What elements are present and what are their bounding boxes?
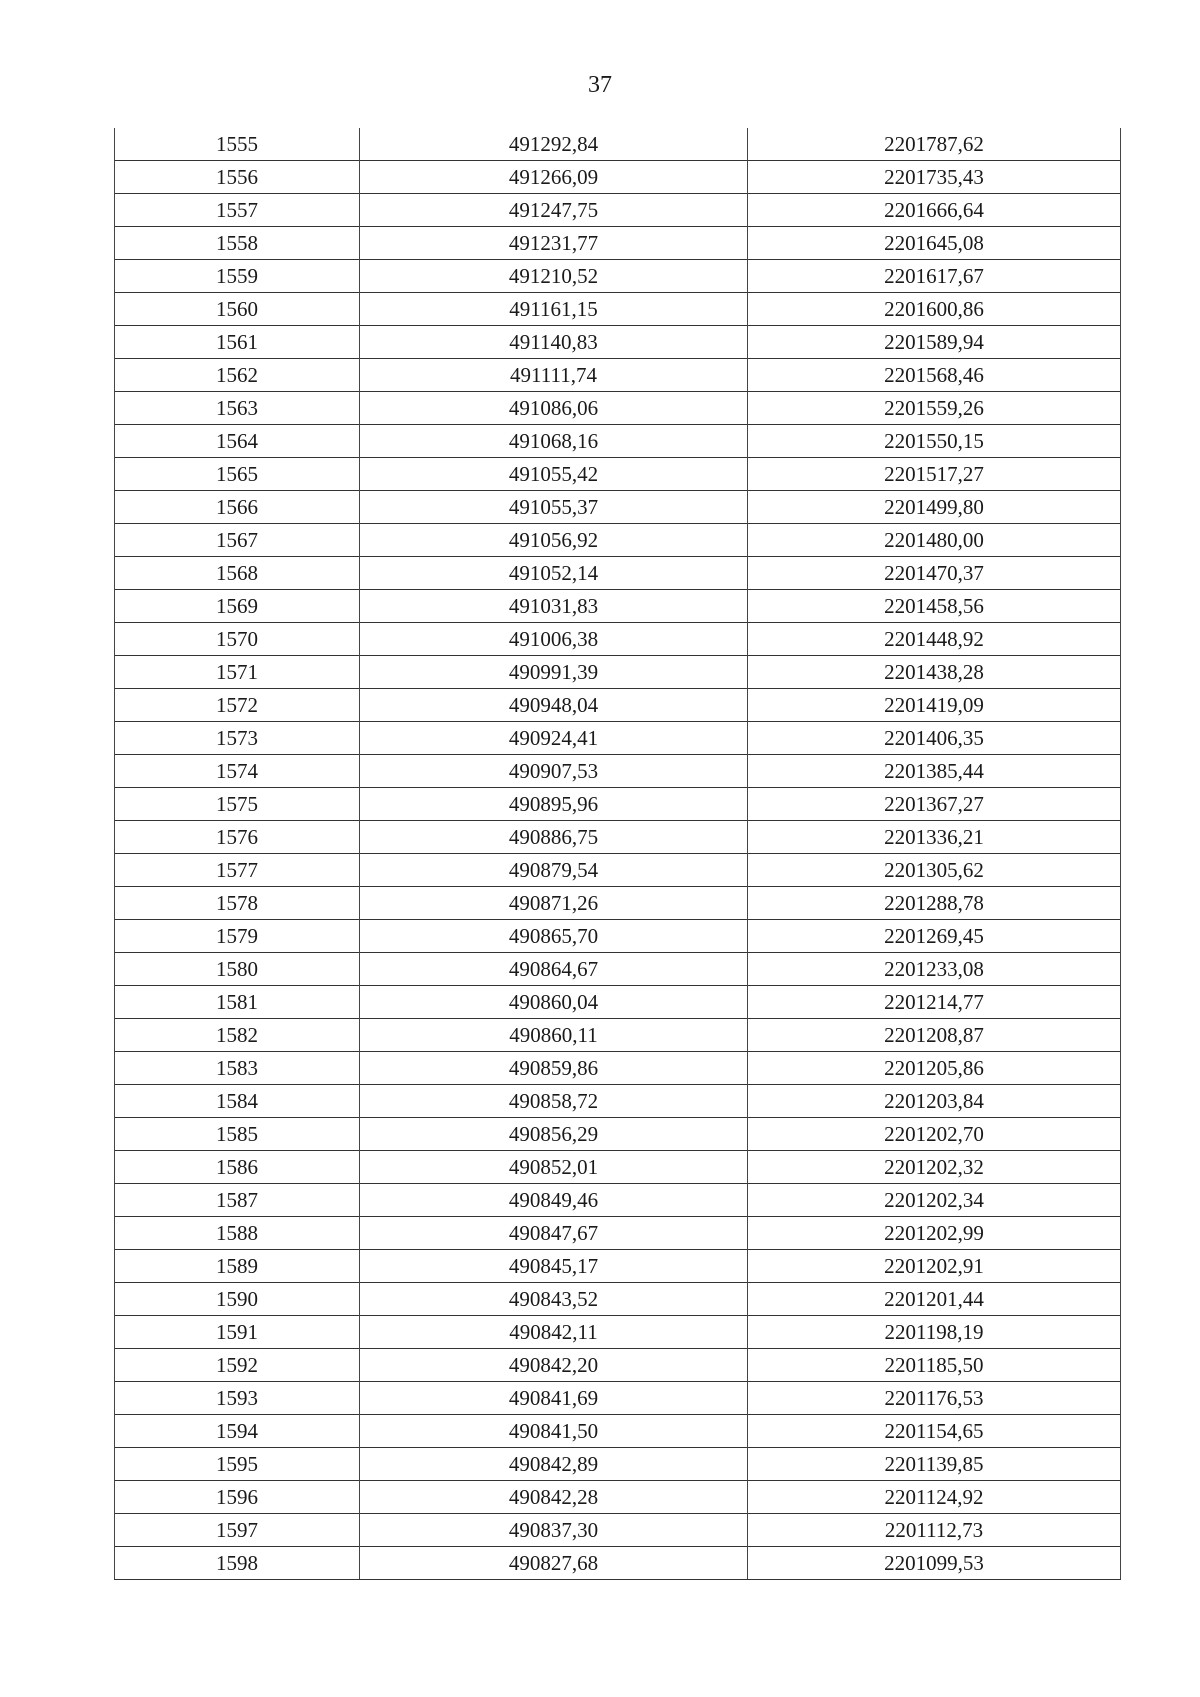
table-row (115, 194, 1121, 227)
table-row (115, 458, 1121, 491)
table-row (115, 623, 1121, 656)
x-coordinate-cell: 490843,52 (360, 1283, 748, 1316)
y-coordinate-cell: 2201589,94 (748, 326, 1121, 359)
y-coordinate-cell: 2201499,80 (748, 491, 1121, 524)
point-number-cell: 1555 (115, 128, 360, 161)
table-row (115, 359, 1121, 392)
point-number-cell: 1564 (115, 425, 360, 458)
x-coordinate-cell: 490859,86 (360, 1052, 748, 1085)
point-number-cell: 1569 (115, 590, 360, 623)
table-row (115, 557, 1121, 590)
table-row (115, 524, 1121, 557)
point-number-cell: 1565 (115, 458, 360, 491)
table-row (115, 1481, 1121, 1514)
x-coordinate-cell: 490837,30 (360, 1514, 748, 1547)
point-number-cell: 1575 (115, 788, 360, 821)
table-row (115, 260, 1121, 293)
y-coordinate-cell: 2201735,43 (748, 161, 1121, 194)
point-number-cell: 1556 (115, 161, 360, 194)
table-row (115, 227, 1121, 260)
x-coordinate-cell: 491292,84 (360, 128, 748, 161)
x-coordinate-cell: 491055,37 (360, 491, 748, 524)
coordinates-table (114, 128, 1121, 1580)
point-number-cell: 1580 (115, 953, 360, 986)
point-number-cell: 1558 (115, 227, 360, 260)
x-coordinate-cell: 490842,89 (360, 1448, 748, 1481)
point-number-cell: 1561 (115, 326, 360, 359)
table-row (115, 920, 1121, 953)
x-coordinate-cell: 490864,67 (360, 953, 748, 986)
x-coordinate-cell: 491210,52 (360, 260, 748, 293)
point-number-cell: 1574 (115, 755, 360, 788)
point-number-cell: 1572 (115, 689, 360, 722)
table-row (115, 854, 1121, 887)
y-coordinate-cell: 2201099,53 (748, 1547, 1121, 1580)
y-coordinate-cell: 2201666,64 (748, 194, 1121, 227)
table-row (115, 1415, 1121, 1448)
x-coordinate-cell: 490858,72 (360, 1085, 748, 1118)
point-number-cell: 1570 (115, 623, 360, 656)
point-number-cell: 1562 (115, 359, 360, 392)
point-number-cell: 1589 (115, 1250, 360, 1283)
point-number-cell: 1585 (115, 1118, 360, 1151)
y-coordinate-cell: 2201202,70 (748, 1118, 1121, 1151)
x-coordinate-cell: 490991,39 (360, 656, 748, 689)
x-coordinate-cell: 490841,69 (360, 1382, 748, 1415)
table-row (115, 656, 1121, 689)
point-number-cell: 1592 (115, 1349, 360, 1382)
y-coordinate-cell: 2201336,21 (748, 821, 1121, 854)
table-row (115, 1283, 1121, 1316)
point-number-cell: 1587 (115, 1184, 360, 1217)
table-row (115, 887, 1121, 920)
y-coordinate-cell: 2201600,86 (748, 293, 1121, 326)
table-row (115, 1250, 1121, 1283)
y-coordinate-cell: 2201233,08 (748, 953, 1121, 986)
y-coordinate-cell: 2201185,50 (748, 1349, 1121, 1382)
table-row (115, 953, 1121, 986)
table-row (115, 1151, 1121, 1184)
table-row (115, 788, 1121, 821)
point-number-cell: 1586 (115, 1151, 360, 1184)
x-coordinate-cell: 490860,11 (360, 1019, 748, 1052)
x-coordinate-cell: 490907,53 (360, 755, 748, 788)
table-row (115, 1547, 1121, 1580)
y-coordinate-cell: 2201568,46 (748, 359, 1121, 392)
table-row (115, 1316, 1121, 1349)
y-coordinate-cell: 2201385,44 (748, 755, 1121, 788)
x-coordinate-cell: 490886,75 (360, 821, 748, 854)
y-coordinate-cell: 2201305,62 (748, 854, 1121, 887)
table-row (115, 1382, 1121, 1415)
x-coordinate-cell: 491140,83 (360, 326, 748, 359)
x-coordinate-cell: 491006,38 (360, 623, 748, 656)
y-coordinate-cell: 2201470,37 (748, 557, 1121, 590)
y-coordinate-cell: 2201559,26 (748, 392, 1121, 425)
table-row (115, 689, 1121, 722)
y-coordinate-cell: 2201201,44 (748, 1283, 1121, 1316)
table-row (115, 1118, 1121, 1151)
y-coordinate-cell: 2201645,08 (748, 227, 1121, 260)
x-coordinate-cell: 491161,15 (360, 293, 748, 326)
table-row (115, 1085, 1121, 1118)
table-row (115, 755, 1121, 788)
table-row (115, 1019, 1121, 1052)
x-coordinate-cell: 490852,01 (360, 1151, 748, 1184)
x-coordinate-cell: 491056,92 (360, 524, 748, 557)
y-coordinate-cell: 2201198,19 (748, 1316, 1121, 1349)
y-coordinate-cell: 2201176,53 (748, 1382, 1121, 1415)
y-coordinate-cell: 2201203,84 (748, 1085, 1121, 1118)
table-row (115, 1184, 1121, 1217)
point-number-cell: 1579 (115, 920, 360, 953)
table-row (115, 722, 1121, 755)
x-coordinate-cell: 490879,54 (360, 854, 748, 887)
y-coordinate-cell: 2201208,87 (748, 1019, 1121, 1052)
table-row (115, 491, 1121, 524)
point-number-cell: 1584 (115, 1085, 360, 1118)
point-number-cell: 1590 (115, 1283, 360, 1316)
x-coordinate-cell: 490842,11 (360, 1316, 748, 1349)
table-row (115, 1052, 1121, 1085)
point-number-cell: 1583 (115, 1052, 360, 1085)
x-coordinate-cell: 490827,68 (360, 1547, 748, 1580)
point-number-cell: 1595 (115, 1448, 360, 1481)
y-coordinate-cell: 2201480,00 (748, 524, 1121, 557)
table-row (115, 1217, 1121, 1250)
table-row (115, 161, 1121, 194)
point-number-cell: 1567 (115, 524, 360, 557)
y-coordinate-cell: 2201367,27 (748, 788, 1121, 821)
x-coordinate-cell: 490860,04 (360, 986, 748, 1019)
table-row (115, 1448, 1121, 1481)
y-coordinate-cell: 2201202,91 (748, 1250, 1121, 1283)
y-coordinate-cell: 2201406,35 (748, 722, 1121, 755)
x-coordinate-cell: 491068,16 (360, 425, 748, 458)
y-coordinate-cell: 2201288,78 (748, 887, 1121, 920)
table-row (115, 1349, 1121, 1382)
point-number-cell: 1573 (115, 722, 360, 755)
point-number-cell: 1596 (115, 1481, 360, 1514)
point-number-cell: 1557 (115, 194, 360, 227)
y-coordinate-cell: 2201214,77 (748, 986, 1121, 1019)
x-coordinate-cell: 490856,29 (360, 1118, 748, 1151)
point-number-cell: 1581 (115, 986, 360, 1019)
x-coordinate-cell: 490847,67 (360, 1217, 748, 1250)
y-coordinate-cell: 2201139,85 (748, 1448, 1121, 1481)
point-number-cell: 1588 (115, 1217, 360, 1250)
x-coordinate-cell: 491055,42 (360, 458, 748, 491)
point-number-cell: 1591 (115, 1316, 360, 1349)
x-coordinate-cell: 490871,26 (360, 887, 748, 920)
y-coordinate-cell: 2201438,28 (748, 656, 1121, 689)
y-coordinate-cell: 2201269,45 (748, 920, 1121, 953)
point-number-cell: 1563 (115, 392, 360, 425)
point-number-cell: 1578 (115, 887, 360, 920)
y-coordinate-cell: 2201202,34 (748, 1184, 1121, 1217)
point-number-cell: 1594 (115, 1415, 360, 1448)
coordinates-table-body (115, 128, 1121, 1580)
y-coordinate-cell: 2201448,92 (748, 623, 1121, 656)
x-coordinate-cell: 491052,14 (360, 557, 748, 590)
point-number-cell: 1571 (115, 656, 360, 689)
x-coordinate-cell: 490841,50 (360, 1415, 748, 1448)
point-number-cell: 1598 (115, 1547, 360, 1580)
table-row (115, 128, 1121, 161)
x-coordinate-cell: 490842,20 (360, 1349, 748, 1382)
table-row (115, 1514, 1121, 1547)
table-row (115, 821, 1121, 854)
x-coordinate-cell: 491086,06 (360, 392, 748, 425)
x-coordinate-cell: 490842,28 (360, 1481, 748, 1514)
point-number-cell: 1576 (115, 821, 360, 854)
page-number: 37 (588, 72, 612, 98)
table-row (115, 326, 1121, 359)
x-coordinate-cell: 490865,70 (360, 920, 748, 953)
point-number-cell: 1593 (115, 1382, 360, 1415)
table-row (115, 425, 1121, 458)
x-coordinate-cell: 491247,75 (360, 194, 748, 227)
y-coordinate-cell: 2201550,15 (748, 425, 1121, 458)
y-coordinate-cell: 2201124,92 (748, 1481, 1121, 1514)
y-coordinate-cell: 2201419,09 (748, 689, 1121, 722)
x-coordinate-cell: 490849,46 (360, 1184, 748, 1217)
x-coordinate-cell: 490924,41 (360, 722, 748, 755)
point-number-cell: 1577 (115, 854, 360, 887)
point-number-cell: 1559 (115, 260, 360, 293)
table-row (115, 986, 1121, 1019)
point-number-cell: 1568 (115, 557, 360, 590)
y-coordinate-cell: 2201787,62 (748, 128, 1121, 161)
x-coordinate-cell: 491266,09 (360, 161, 748, 194)
x-coordinate-cell: 490895,96 (360, 788, 748, 821)
point-number-cell: 1566 (115, 491, 360, 524)
table-row (115, 392, 1121, 425)
y-coordinate-cell: 2201112,73 (748, 1514, 1121, 1547)
table-row (115, 293, 1121, 326)
point-number-cell: 1597 (115, 1514, 360, 1547)
point-number-cell: 1582 (115, 1019, 360, 1052)
x-coordinate-cell: 491031,83 (360, 590, 748, 623)
y-coordinate-cell: 2201202,32 (748, 1151, 1121, 1184)
y-coordinate-cell: 2201154,65 (748, 1415, 1121, 1448)
table-row (115, 590, 1121, 623)
y-coordinate-cell: 2201517,27 (748, 458, 1121, 491)
y-coordinate-cell: 2201205,86 (748, 1052, 1121, 1085)
x-coordinate-cell: 491111,74 (360, 359, 748, 392)
y-coordinate-cell: 2201458,56 (748, 590, 1121, 623)
y-coordinate-cell: 2201202,99 (748, 1217, 1121, 1250)
x-coordinate-cell: 491231,77 (360, 227, 748, 260)
y-coordinate-cell: 2201617,67 (748, 260, 1121, 293)
x-coordinate-cell: 490948,04 (360, 689, 748, 722)
x-coordinate-cell: 490845,17 (360, 1250, 748, 1283)
point-number-cell: 1560 (115, 293, 360, 326)
